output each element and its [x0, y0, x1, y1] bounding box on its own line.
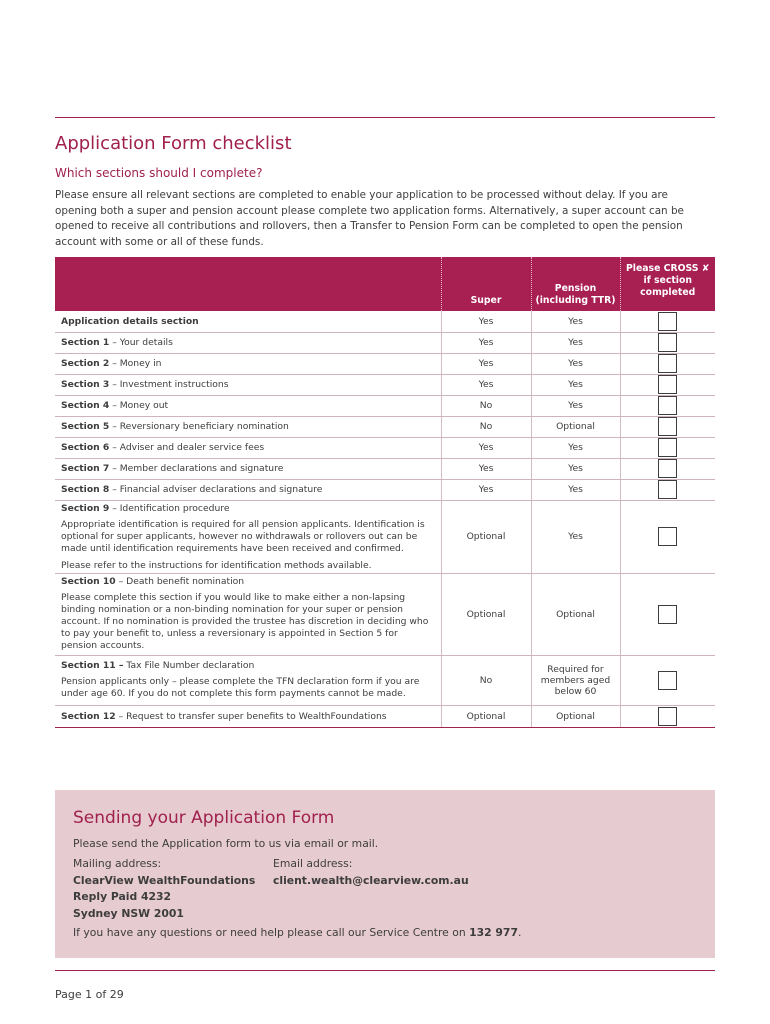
section-label: Section 7 [61, 463, 110, 474]
cross-cell [620, 573, 715, 655]
pension-value: Optional [531, 573, 620, 655]
section-checkbox[interactable] [658, 375, 677, 394]
section-cell [55, 374, 441, 395]
pension-value: Yes [531, 332, 620, 353]
section-text: – Reversionary beneficiary nomination [109, 421, 289, 432]
table-row [55, 573, 715, 655]
table-row [55, 437, 715, 458]
section-cell [55, 705, 441, 727]
mailing-line: Reply Paid 4232 [73, 890, 172, 903]
section-text: – Money out [109, 400, 169, 411]
table-row [55, 395, 715, 416]
super-value: No [441, 395, 531, 416]
cross-cell [620, 311, 715, 332]
pension-value: Yes [531, 395, 620, 416]
section-note: Please refer to the instructions for identification methods available. [61, 559, 372, 571]
section-text: – Identification procedure [109, 502, 230, 514]
section-cell [55, 416, 441, 437]
section-text: – Financial adviser declarations and signature [109, 484, 323, 495]
section-text: – Member declarations and signature [109, 463, 284, 474]
cross-cell [620, 437, 715, 458]
section-label: Section 1 [61, 337, 110, 348]
cross-cell [620, 458, 715, 479]
table-row [55, 500, 715, 573]
pension-value: Optional [531, 705, 620, 727]
cross-cell [620, 500, 715, 573]
help-suffix: . [517, 926, 522, 939]
super-value: Yes [441, 353, 531, 374]
cross-cell [620, 395, 715, 416]
super-value: Yes [441, 332, 531, 353]
section-checkbox[interactable] [658, 605, 677, 624]
section-checkbox[interactable] [658, 438, 677, 457]
section-description: Please complete this section if you would like to make either a non-lapsing binding nomination or a non-binding nomination for your super or pension account. If no nomination is provided the trustee has discretion in deciding who to pay your benefit to, unless a reversionary is appointed in Section 5 for pension accounts. [61, 592, 429, 651]
email-address [273, 856, 469, 889]
super-value: Yes [441, 437, 531, 458]
pension-value: Yes [531, 479, 620, 500]
section-label: Section 12 [61, 710, 116, 722]
section-column-header [55, 257, 441, 311]
email-link[interactable]: client.wealth@clearview.com.au [273, 873, 469, 887]
section-label: Section 2 [61, 358, 110, 369]
section-cell [55, 437, 441, 458]
section-text: – Death benefit nomination [115, 576, 245, 587]
super-value: No [441, 655, 531, 705]
pension-value: Yes [531, 374, 620, 395]
section-text: Tax File Number declaration [123, 660, 255, 671]
sending-panel [55, 790, 715, 958]
super-value: No [441, 416, 531, 437]
intro-paragraph: Please ensure all relevant sections are completed to enable your application to be processed without delay. If you are opening both a super and pension account please complete two application forms. Alternatively, a super account can be opened to receive all contributions and rollovers, then a Transfer to Pension Form can be completed to open the pension account with some or all of these funds. [55, 189, 684, 249]
table-row [55, 374, 715, 395]
service-phone: 132 977 [469, 926, 518, 939]
section-text: – Your details [109, 337, 173, 348]
section-cell [55, 573, 441, 655]
super-value: Yes [441, 458, 531, 479]
table-row [55, 353, 715, 374]
bottom-rule [55, 970, 715, 971]
section-text: – Investment instructions [109, 379, 229, 390]
section-cell [55, 395, 441, 416]
super-value: Optional [441, 500, 531, 573]
super-value: Yes [441, 479, 531, 500]
table-row [55, 332, 715, 353]
cross-cell [620, 332, 715, 353]
super-value: Optional [441, 573, 531, 655]
section-cell [55, 458, 441, 479]
section-text: – Money in [109, 358, 162, 369]
table-row [55, 311, 715, 332]
page-title: Application Form checklist [55, 133, 292, 154]
super-value: Yes [441, 311, 531, 332]
mailing-line: ClearView WealthFoundations [73, 873, 256, 887]
cross-cell [620, 705, 715, 727]
table-row [55, 416, 715, 437]
section-cell [55, 479, 441, 500]
section-label: Section 6 [61, 442, 110, 453]
email-label: Email address: [273, 857, 353, 870]
pension-value: Yes [531, 311, 620, 332]
section-checkbox[interactable] [658, 480, 677, 499]
mailing-label: Mailing address: [73, 857, 162, 870]
section-checkbox[interactable] [658, 417, 677, 436]
section-checkbox[interactable] [658, 527, 677, 546]
section-cell [55, 500, 441, 573]
mailing-address [73, 856, 255, 922]
pension-value: Optional [531, 416, 620, 437]
cross-cell [620, 374, 715, 395]
table-row [55, 705, 715, 727]
section-label: Section 3 [61, 379, 110, 390]
pension-column-header: Pension (including TTR) [531, 257, 620, 311]
checklist-table [55, 257, 715, 728]
section-cell [55, 655, 441, 705]
super-value: Yes [441, 374, 531, 395]
cross-cell [620, 655, 715, 705]
pension-value: Yes [531, 353, 620, 374]
table-row [55, 458, 715, 479]
section-checkbox[interactable] [658, 354, 677, 373]
table-body [55, 311, 715, 727]
section-cell [55, 332, 441, 353]
section-checkbox[interactable] [658, 459, 677, 478]
section-label: Section 8 [61, 484, 110, 495]
section-label: Section 4 [61, 400, 110, 411]
cross-column-header: Please CROSS ✘ if section completed [620, 257, 715, 311]
cross-cell [620, 479, 715, 500]
section-checkbox[interactable] [658, 333, 677, 352]
section-label: Section 9 [61, 502, 110, 514]
help-text [73, 926, 521, 939]
super-value: Optional [441, 705, 531, 727]
section-checkbox[interactable] [658, 707, 677, 726]
cross-cell [620, 353, 715, 374]
section-checkbox[interactable] [658, 312, 677, 331]
section-checkbox[interactable] [658, 396, 677, 415]
section-text: – Request to transfer super benefits to WealthFoundations [115, 710, 387, 722]
section-label: Application details section [61, 315, 199, 327]
super-column-header: Super [441, 257, 531, 311]
section-cell [55, 311, 441, 332]
table-row [55, 479, 715, 500]
section-label: Section 10 [61, 576, 116, 587]
section-subtitle: Which sections should I complete? [55, 166, 263, 180]
section-cell [55, 353, 441, 374]
section-checkbox[interactable] [658, 671, 677, 690]
top-rule [55, 117, 715, 118]
pension-value: Yes [531, 437, 620, 458]
table-row [55, 655, 715, 705]
pension-value: Yes [531, 500, 620, 573]
sending-instruction: Please send the Application form to us via email or mail. [73, 837, 379, 850]
section-label: Section 11 – [61, 660, 124, 671]
help-prefix: If you have any questions or need help please call our Service Centre on [73, 926, 470, 939]
cross-cell [620, 416, 715, 437]
pension-value: Yes [531, 458, 620, 479]
section-description: Appropriate identification is required for all pension applicants. Identification is optional for super applicants, however no withdrawals or rollovers out can be made until identification requirements have been received and confirmed. [61, 518, 425, 554]
mailing-line: Sydney NSW 2001 [73, 906, 184, 920]
sending-title: Sending your Application Form [73, 808, 335, 828]
section-text: – Adviser and dealer service fees [109, 442, 265, 453]
page-number: Page 1 of 29 [55, 988, 124, 1001]
table-header-row [55, 257, 715, 311]
section-description: Pension applicants only – please complete the TFN declaration form if you are under age 60. If you do not complete this form payments cannot be made. [61, 676, 420, 699]
section-label: Section 5 [61, 421, 110, 432]
pension-value: Required for members aged below 60 [531, 655, 620, 705]
